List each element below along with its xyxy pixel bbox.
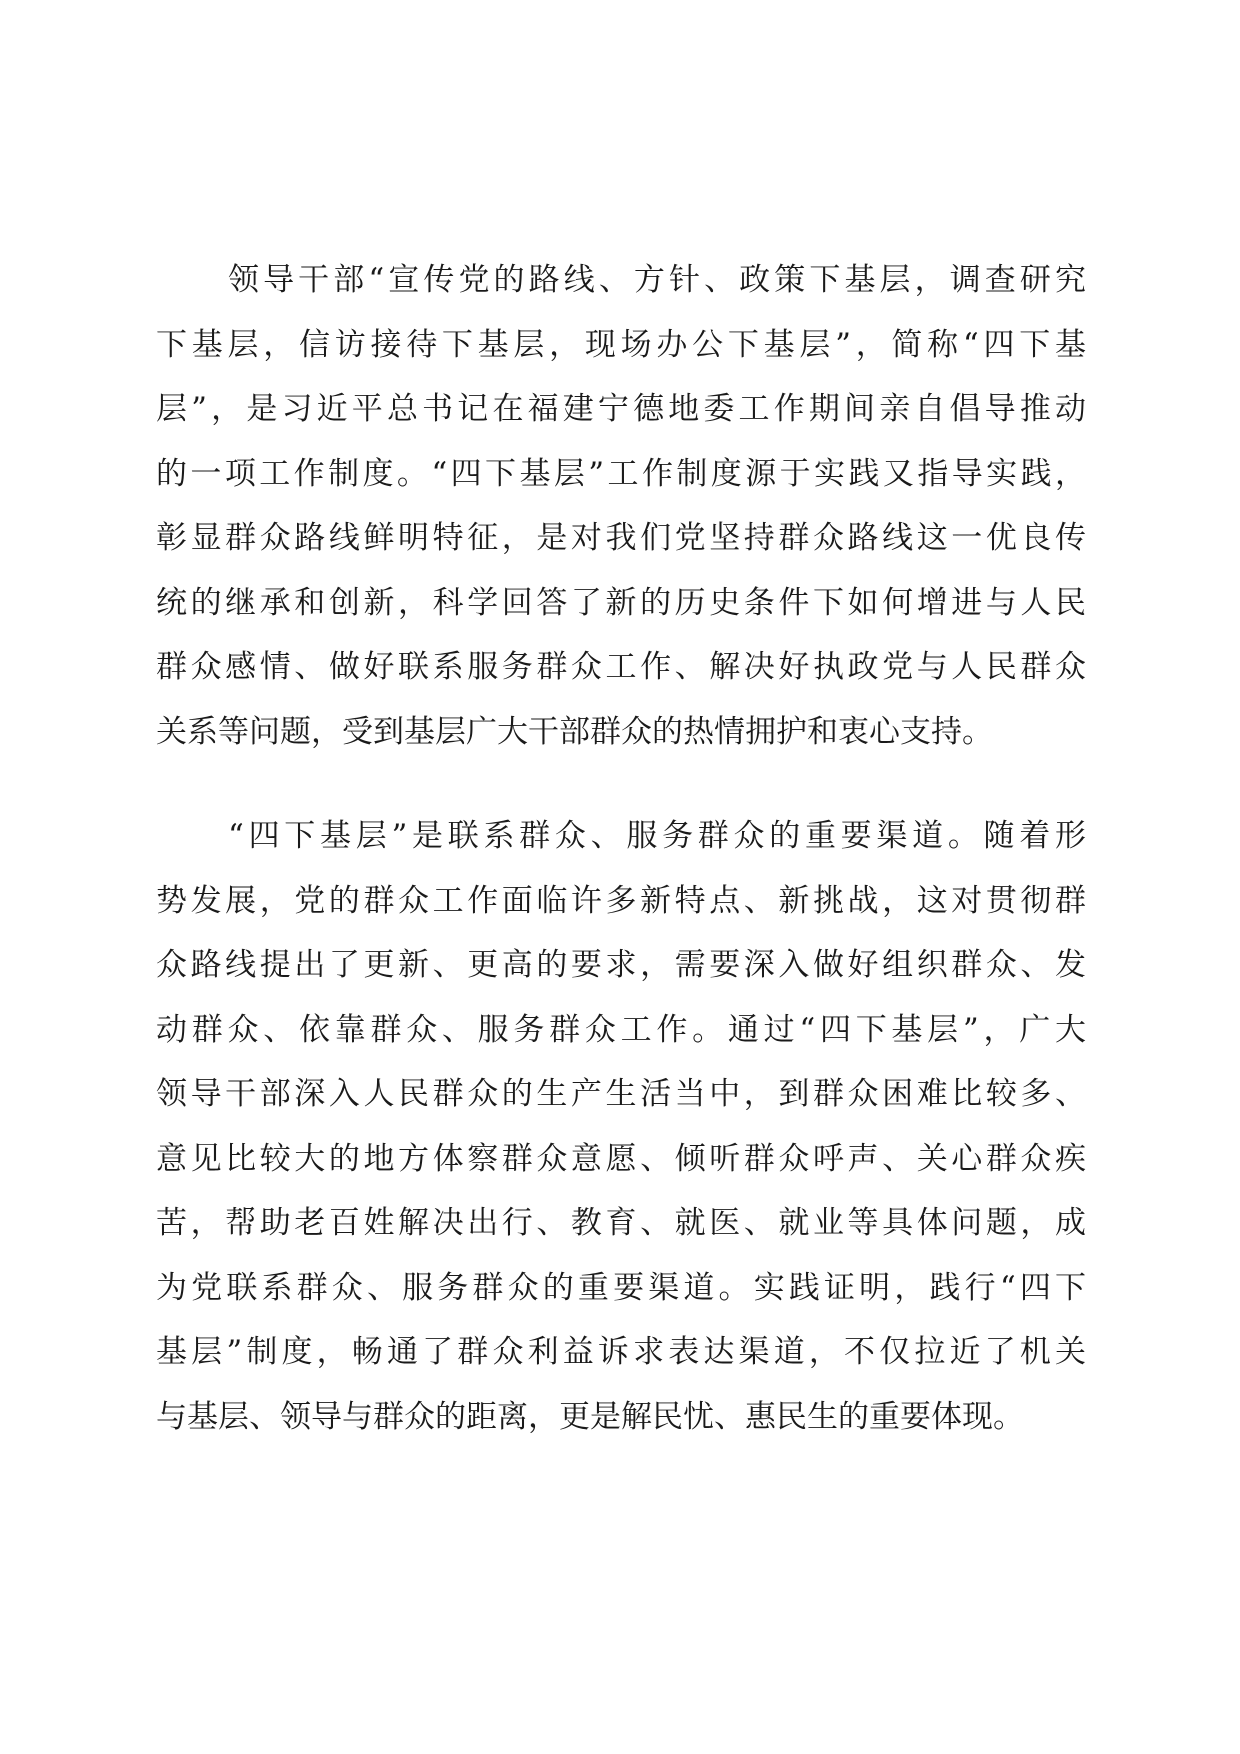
paragraph-line: 势发展，党的群众工作面临许多新特点、新挑战，这对贯彻群 <box>156 882 1086 919</box>
paragraph-line: 基层”制度，畅通了群众利益诉求表达渠道，不仅拉近了机关 <box>156 1334 1086 1370</box>
paragraph-line: 关系等问题，受到基层广大干部群众的热情拥护和衷心支持。 <box>156 713 993 750</box>
paragraph-line: 为党联系群众、服务群众的重要渠道。实践证明，践行“四下 <box>156 1269 1086 1306</box>
paragraph-line: 与基层、领导与群众的距离，更是解民忧、惠民生的重要体现。 <box>156 1398 1024 1435</box>
paragraph-line: 层”，是习近平总书记在福建宁德地委工作期间亲自倡导推动 <box>156 391 1086 427</box>
paragraph-line: 众路线提出了更新、更高的要求，需要深入做好组织群众、发 <box>156 947 1086 983</box>
paragraph-line: 下基层，信访接待下基层，现场办公下基层”，简称“四下基 <box>156 326 1086 363</box>
paragraph-line: 动群众、依靠群众、服务群众工作。通过“四下基层”，广大 <box>156 1011 1086 1048</box>
paragraph-line: 彰显群众路线鲜明特征，是对我们党坚持群众路线这一优良传 <box>156 520 1086 556</box>
paragraph-line: 意见比较大的地方体察群众意愿、倾听群众呼声、关心群众疾 <box>156 1140 1086 1177</box>
paragraph-line: 群众感情、做好联系服务群众工作、解决好执政党与人民群众 <box>156 649 1086 685</box>
paragraph-line: 领导干部深入人民群众的生产生活当中，到群众困难比较多、 <box>156 1076 1086 1112</box>
paragraph-line: 统的继承和创新，科学回答了新的历史条件下如何增进与人民 <box>156 584 1086 621</box>
paragraph-line: 的一项工作制度。“四下基层”工作制度源于实践又指导实践， <box>156 455 1086 492</box>
paragraph-1 <box>156 248 1086 764</box>
paragraph-line: 苦，帮助老百姓解决出行、教育、就医、就业等具体问题，成 <box>156 1205 1086 1241</box>
paragraph-2 <box>156 804 1086 1449</box>
paragraph-line: 领导干部“宣传党的路线、方针、政策下基层，调查研究 <box>228 262 1086 298</box>
paragraph-line: “四下基层”是联系群众、服务群众的重要渠道。随着形 <box>228 818 1086 854</box>
